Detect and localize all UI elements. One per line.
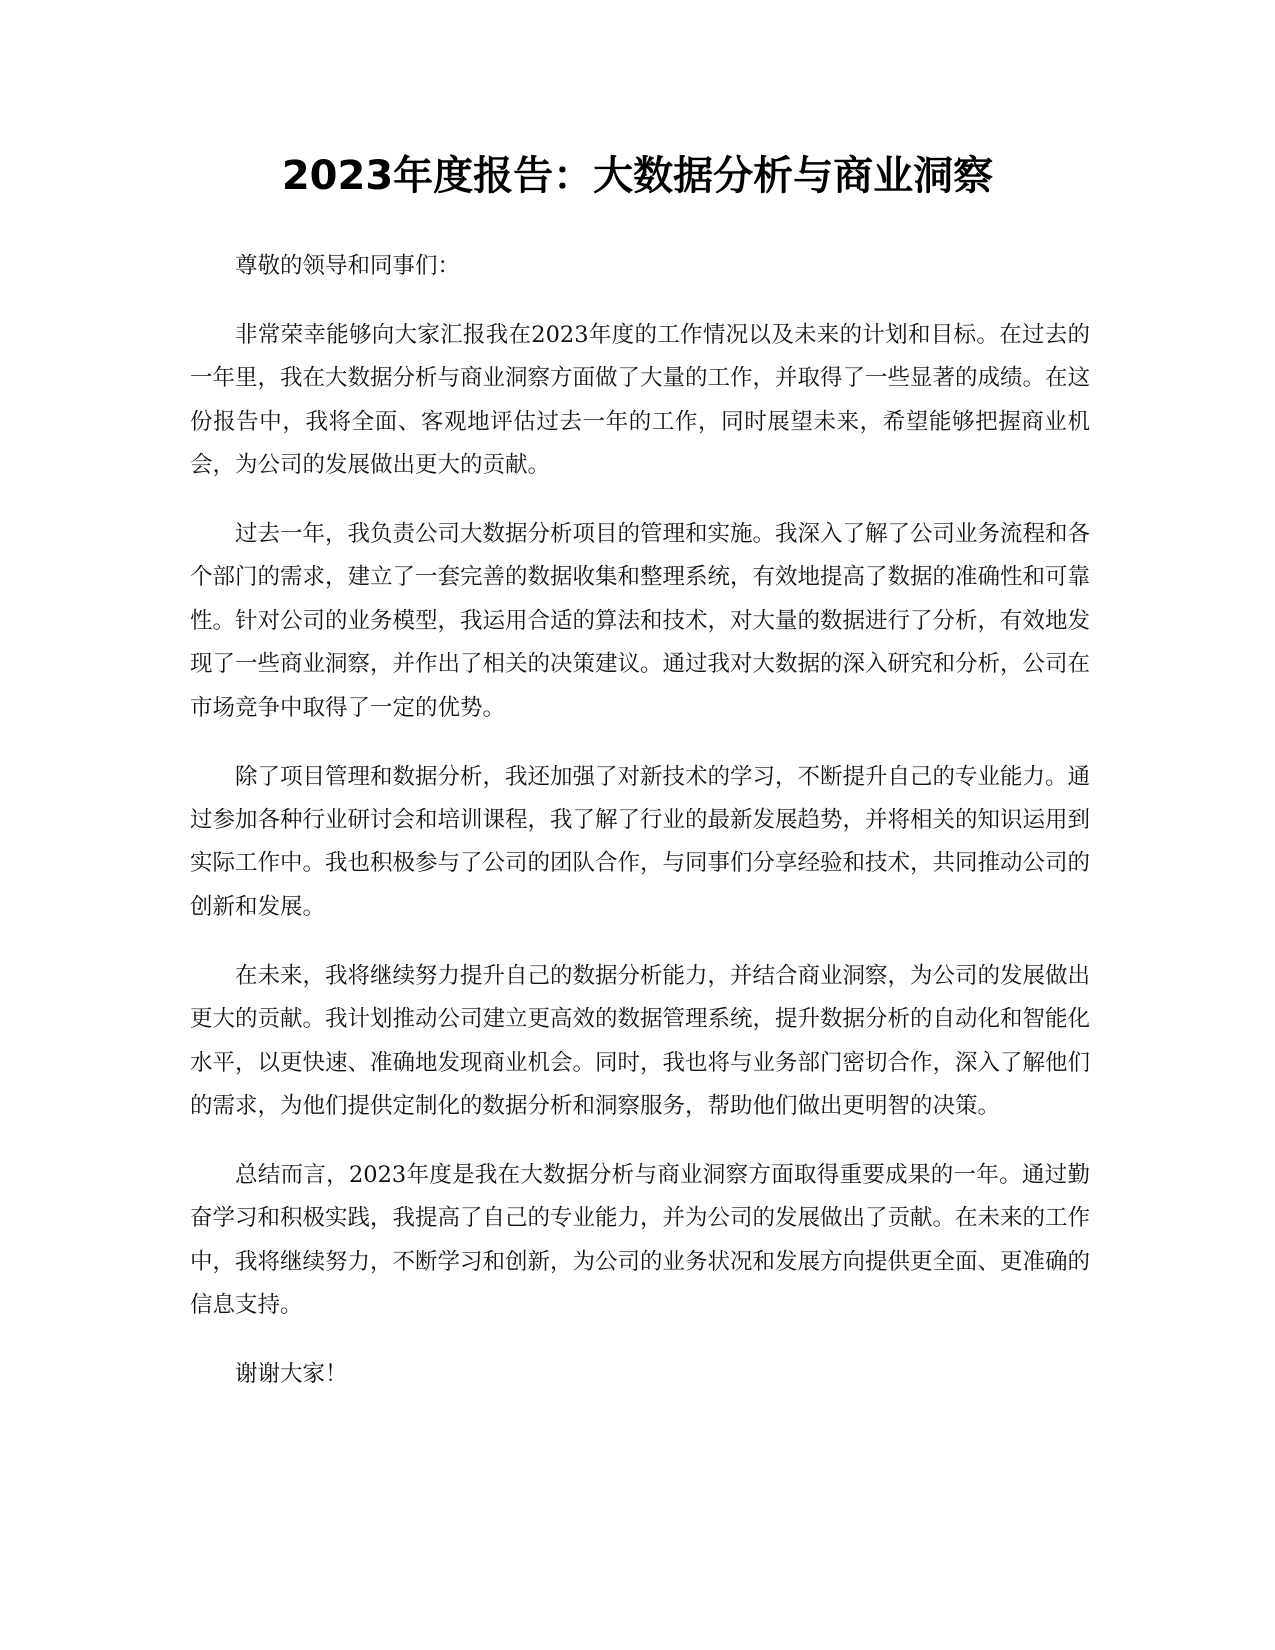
salutation: 尊敬的领导和同事们： bbox=[235, 253, 461, 279]
document-body bbox=[190, 245, 1090, 1422]
page-title: 2023年度报告：大数据分析与商业洞察 bbox=[281, 153, 994, 199]
paragraph-intro: 非常荣幸能够向大家汇报我在2023年度的工作情况以及未来的计划和目标。在过去的一年里，我在大数据分析与商业洞察方面做了大量的工作，并取得了一些显著的成绩。在这份报告中，我将全面、客观地评估过去一年的工作，同时展望未来，希望能够把握商业机会，为公司的发展做出更大的贡献。 bbox=[190, 321, 1091, 479]
paragraph-learning: 除了项目管理和数据分析，我还加强了对新技术的学习，不断提升自己的专业能力。通过参加各种行业研讨会和培训课程，我了解了行业的最新发展趋势，并将相关的知识运用到实际工作中。我也积极参与了公司的团队合作，与同事们分享经验和技术，共同推动公司的创新和发展。 bbox=[190, 763, 1091, 920]
paragraph-summary: 总结而言，2023年度是我在大数据分析与商业洞察方面取得重要成果的一年。通过勤奋学习和积极实践，我提高了自己的专业能力，并为公司的发展做出了贡献。在未来的工作中，我将继续努力，不断学习和创新，为公司的业务状况和发展方向提供更全面、更准确的信息支持。 bbox=[190, 1161, 1091, 1319]
paragraph-future-plans: 在未来，我将继续努力提升自己的数据分析能力，并结合商业洞察，为公司的发展做出更大的贡献。我计划推动公司建立更高效的数据管理系统，提升数据分析的自动化和智能化水平，以更快速、准确地发现商业机会。同时，我也将与业务部门密切合作，深入了解他们的需求，为他们提供定制化的数据分析和洞察服务，帮助他们做出更明智的决策。 bbox=[190, 962, 1091, 1119]
closing: 谢谢大家！ bbox=[235, 1360, 348, 1387]
paragraph-past-work: 过去一年，我负责公司大数据分析项目的管理和实施。我深入了解了公司业务流程和各个部门的需求，建立了一套完善的数据收集和整理系统，有效地提高了数据的准确性和可靠性。针对公司的业务模型，我运用合适的算法和技术，对大量的数据进行了分析，有效地发现了一些商业洞察，并作出了相关的决策建议。通过我对大数据的深入研究和分析，公司在市场竞争中取得了一定的优势。 bbox=[190, 521, 1091, 721]
